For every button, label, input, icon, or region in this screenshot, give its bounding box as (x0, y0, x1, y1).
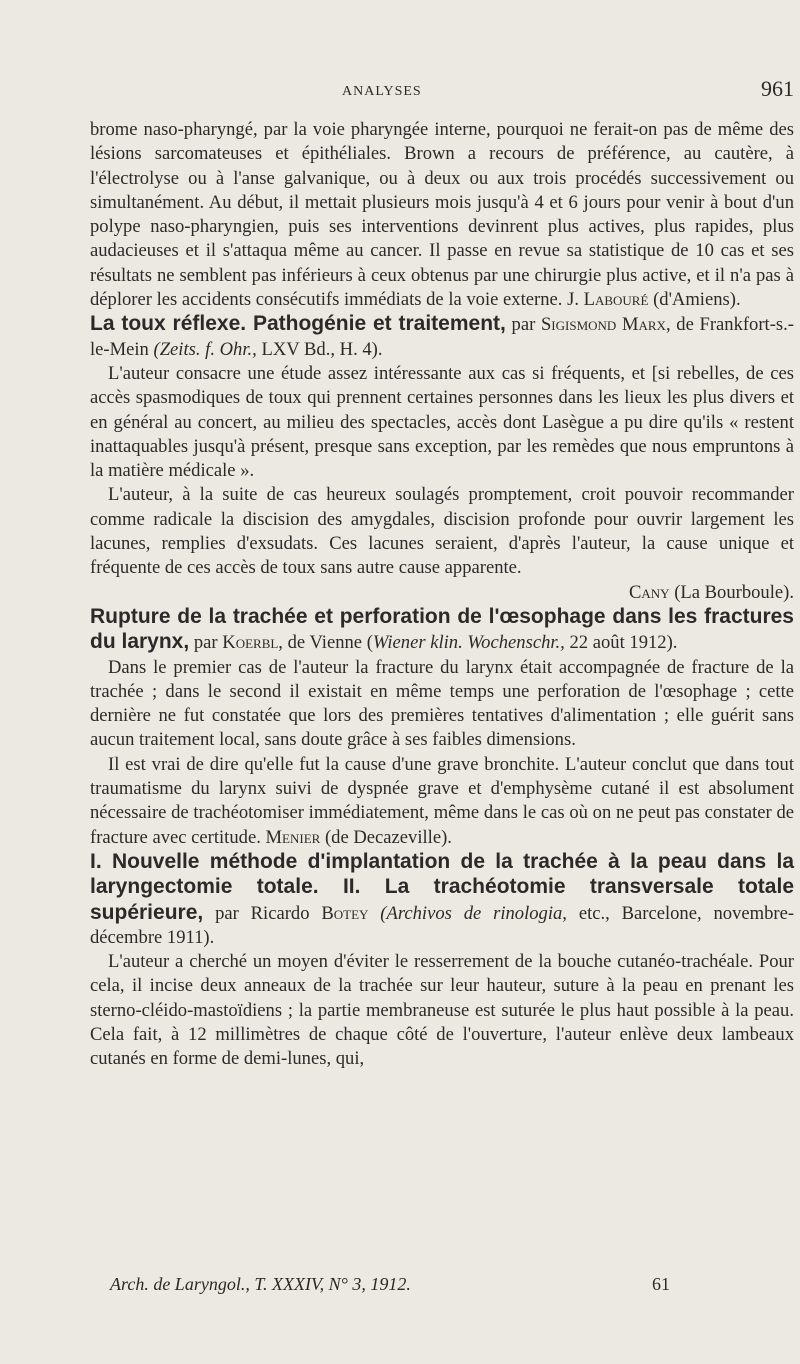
page-header (90, 72, 794, 108)
signature (567, 289, 741, 310)
journal-reference: Arch. de Laryngol., T. XXXIV, N° 3, 1912. (110, 1274, 411, 1294)
running-head: ANALYSES (342, 84, 422, 99)
paragraph (90, 753, 794, 850)
page-body (90, 118, 794, 1072)
signature-place: (de Decazeville). (324, 826, 452, 848)
article-author: Sigismond Marx, (540, 314, 671, 336)
page-number: 961 (761, 76, 794, 101)
article-journal: Wiener klin. Wochenschr., (372, 632, 565, 654)
page-footer (110, 1274, 670, 1298)
signature-number: 61 (652, 1274, 670, 1294)
article-heading (90, 605, 794, 656)
article-author: Botey (321, 902, 369, 924)
signature-place: (La Bourboule). (674, 581, 794, 603)
signature (90, 581, 794, 605)
article-source-detail: LXV Bd., H. 4). (261, 338, 383, 360)
article-journal: (Zeits. f. Ohr., (153, 338, 257, 360)
paragraph-text: Il est vrai de dire qu'elle fut la cause d'une grave bronchite. L'auteur conclut que dans tout traumatisme du larynx suivi de dyspnée grave et d'emphysème cutané il est absolument nécessaire de trachéotomiser immédiatement, même dans le cas où on ne peut pas constater de fracture avec certitude. (90, 753, 794, 848)
article-source-detail: etc., Barcelone, novembre-décembre 1911). (90, 902, 795, 948)
signature-name: J. Labouré (567, 289, 649, 311)
paragraph: L'auteur, à la suite de cas heureux soulagés promptement, croit pouvoir recommander comme radicale la discision des amygdales, discision profonde pour ouvrir largement les lacunes, remplies d'exsudats. Ces lacunes seraient, d'après l'auteur, la cause unique et fréquente de ces accès de toux sans autre cause apparente. (90, 484, 794, 579)
article-author: Koerbl, (222, 632, 283, 654)
signature (266, 827, 452, 848)
paragraph: L'auteur a cherché un moyen d'éviter le resserrement de la bouche cutanéo-trachéale. Pour cela, il incise deux anneaux de la trachée sur leur hauteur, suture à la peau en prenant les sterno-cléido-mastoïdiens ; la partie membraneuse est suturée le plus haut possible à la peau. Cela fait, à 12 millimètres de chaque côté de l'ouverture, l'auteur enlève deux lambeaux cutanés en forme de demi-lunes, qui, (90, 951, 794, 1070)
article-by: par (511, 314, 536, 336)
signature-name: Cany (628, 581, 670, 603)
article-heading (90, 850, 794, 950)
article-journal: (Archivos de rinologia, (380, 902, 567, 924)
article-by: par Ricardo (215, 902, 310, 924)
article-title: Rupture de la trachée et perforation de l'œsophage dans les fractures du larynx, (90, 604, 794, 654)
article-title: I. Nouvelle méthode d'implantation de la trachée à la peau dans la laryngectomie totale. II. La trachéotomie transversale totale supérieure, (90, 849, 794, 924)
paragraph: L'auteur consacre une étude assez intéressante aux cas si fréquents, et [si rebelles, de ces accès spasmodiques de toux qui prennent certaines personnes dans les lieux les plus divers et en général au concert, au milieu des spectacles, accès dont Lasègue a pu dire qu'ils « restent inattaquables jusqu'à présent, presque sans exception, par les remèdes que nous empruntons à la matière médicale ». (90, 362, 794, 482)
article-source: de Vienne ( (287, 632, 373, 654)
signature-name: Menier (265, 826, 321, 848)
paragraph: Dans le premier cas de l'auteur la fracture du larynx était accompagnée de fracture de la trachée ; dans le second il existait en même temps une perforation de l'œsophage ; cette dernière ne fut constatée que lors des premières tentatives d'alimentation ; elle guérit sans aucun traitement local, sans doute grâce à ses faibles dimensions. (90, 656, 794, 751)
article-source-detail: 22 août 1912). (569, 632, 678, 654)
article-title: La toux réflexe. Pathogénie et traitement, (90, 312, 506, 336)
signature-place: (d'Amiens). (653, 289, 741, 311)
article-heading (90, 312, 794, 362)
paragraph-text: brome naso-pharyngé, par la voie pharyngée interne, pourquoi ne ferait-on pas de même des lésions sarcomateuses et épithéliales. Brown a recours de préférence, au cautère, à l'électrolyse ou à l'anse galvanique, ou à deux ou aux trois procédés successivement ou simultanément. Au début, il mettait plusieurs mois jusqu'à 4 et 6 jours pour venir à bout d'un polype naso-pharyngien, puis ses interventions devinrent plus actives, plus rapides, plus audacieuses et il s'attaqua même au cancer. Il passe en revue sa statistique de 10 cas et ses résultats ne semblent pas inférieurs à ceux obtenus par une chirurgie plus active, et il n'a pas à déplorer les accidents consécutifs immédiats de la voie externe. (90, 119, 794, 311)
article-by: par (193, 632, 218, 654)
paragraph-continuation (90, 118, 794, 312)
article-source: de Frankfort-s.-le-Mein (90, 314, 794, 360)
